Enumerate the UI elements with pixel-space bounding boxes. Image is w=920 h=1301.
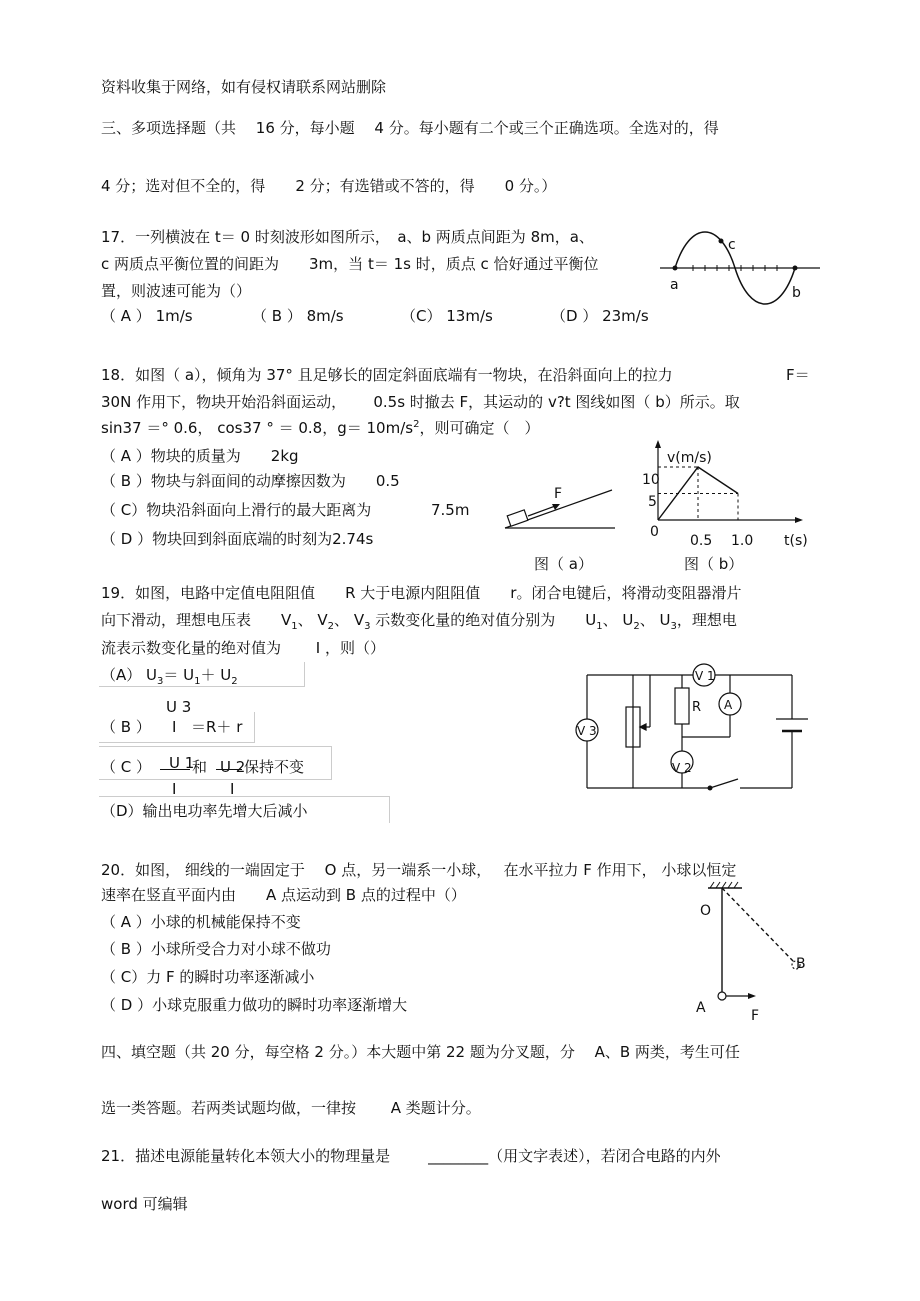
q19-option-c-bar2 <box>216 769 242 770</box>
q20-label-f: F <box>751 1008 760 1024</box>
q19-option-c-mid: 和 <box>192 758 208 776</box>
q17-label-c: c <box>728 237 736 253</box>
q20-option-b: （ B ）小球所受合力对小球不做功 <box>101 940 331 958</box>
q19-optA-sub3: 3 <box>157 676 164 687</box>
vt-tick-10: 10 <box>642 472 660 488</box>
q18-option-d: （ D ）物块回到斜面底端的时刻为2.74s <box>101 530 374 548</box>
circuit-r-label: R <box>692 700 702 715</box>
q19-option-a <box>101 668 238 687</box>
vt-tick-5: 5 <box>648 494 657 510</box>
q19-l2-sub1b: 1 <box>596 621 603 632</box>
q20-line1: 20．如图， 细线的一端固定于 O 点，另一端系一小球， 在水平拉力 F 作用下， 小球以恒定 <box>101 861 737 879</box>
q18-option-c: （ C）物块沿斜面向上滑行的最大距离为 <box>101 501 372 519</box>
vt-ylabel: v(m/s) <box>667 450 712 466</box>
q18-line3-sup: 2 <box>413 419 420 430</box>
q18-vt-chart <box>640 440 810 550</box>
q19-option-d: （D）输出电功率先增大后减小 <box>101 802 308 820</box>
q19-option-b-label: （ B ） <box>101 718 151 736</box>
q19-l2-sub2b: 2 <box>633 621 640 632</box>
q19-line2 <box>101 613 737 632</box>
q20-pendulum-figure <box>690 880 820 1025</box>
q20-label-b: B <box>796 956 806 972</box>
q17-line3: 置，则波速可能为（） <box>101 282 252 300</box>
q20-option-c: （ C）力 F 的瞬时功率逐渐减小 <box>101 968 315 986</box>
q21-text-b: （用文字表述），若闭合电路的内外 <box>488 1147 721 1165</box>
page-footer: word 可编辑 <box>101 1195 188 1213</box>
q20-line2: 速率在竖直平面内由 A 点运动到 B 点的过程中（） <box>101 886 466 904</box>
q19-option-c-label: （ C ） <box>101 758 152 776</box>
q18-line1: 18．如图（ a），倾角为 37° 且足够长的固定斜面底端有一物块，在沿斜面向上的拉力 <box>101 366 673 384</box>
q19-l2-sub2: 2 <box>327 621 335 632</box>
circuit-v1-label: V 1 <box>695 669 715 683</box>
q17-option-d: （D ） 23m/s <box>551 307 649 325</box>
section4-intro-line1: 四、填空题（共 20 分，每空格 2 分。）本大题中第 22 题为分叉题，分 A、B 两类，考生可任 <box>101 1043 740 1061</box>
q20-option-d: （ D ）小球克服重力做功的瞬时功率逐渐增大 <box>101 996 408 1014</box>
section4-intro-line2: 选一类答题。若两类试题均做，一律按 A 类题计分。 <box>101 1099 481 1117</box>
q20-label-a: A <box>696 1000 706 1016</box>
q17-option-a: （ A ） 1m/s <box>101 307 193 325</box>
circuit-v2-label: V 2 <box>672 761 692 775</box>
q19-l2-f: 、 U <box>639 611 671 629</box>
circuit-a-label: A <box>724 698 733 712</box>
circuit-v3-label: V 3 <box>577 724 597 738</box>
vt-tick-10x: 1.0 <box>731 533 754 549</box>
q18-force-label: F <box>554 486 563 502</box>
q19-l2-b: 、 V <box>297 611 328 629</box>
section3-intro-line1: 三、多项选择题（共 16 分，每小题 4 分。每小题有二个或三个正确选项。全选对的，得 <box>101 119 719 137</box>
q19-option-c-den1: I <box>172 780 177 798</box>
q19-l2-sub3: 3 <box>364 621 371 632</box>
q19-optA-b: ＝ U <box>163 666 195 684</box>
q19-optA-sub2: 2 <box>231 676 238 687</box>
q18-option-a: （ A ）物块的质量为 2kg <box>101 447 299 465</box>
q21-blank[interactable]: ________ <box>428 1147 489 1165</box>
vt-tick-05: 0.5 <box>690 533 713 549</box>
q19-option-c-bar1 <box>160 769 190 770</box>
q19-l2-a: 向下滑动，理想电压表 V <box>101 611 292 629</box>
q19-optA-sub1: 1 <box>194 676 201 687</box>
q20-option-a: （ A ）小球的机械能保持不变 <box>101 913 301 931</box>
q17-option-c: （C） 13m/s <box>401 307 493 325</box>
page-header: 资料收集于网络，如有侵权请联系网站删除 <box>101 78 387 96</box>
q19-option-c-num1: U 1 <box>169 754 195 772</box>
q19-option-b-num: U 3 <box>166 698 192 716</box>
q19-optA-a: （A） U <box>101 666 158 684</box>
q19-circuit-figure <box>570 655 810 795</box>
q19-option-c-rest: 保持不变 <box>244 758 305 776</box>
q18-line3-text: sin37 ＝° 0.6， cos37 ° ＝ 0.8，g＝ 10m/s <box>101 419 414 437</box>
q19-line1: 19．如图，电路中定值电阻阻值 R 大于电源内阻阻值 r。闭合电键后，将滑动变阻器滑片 <box>101 584 742 602</box>
q19-option-c-den2: I <box>230 780 235 798</box>
q19-l2-c: 、 V <box>334 611 365 629</box>
q18-option-b: （ B ）物块与斜面间的动摩擦因数为 0.5 <box>101 472 400 490</box>
q17-label-a: a <box>670 277 679 293</box>
q20-label-o: O <box>700 903 712 919</box>
q18-line1-right: F＝ <box>786 366 810 384</box>
q17-label-b: b <box>792 285 801 301</box>
q19-l2-e: 、 U <box>602 611 634 629</box>
q18-fig-a-caption: 图（ a） <box>534 555 593 573</box>
q21-text-a: 21．描述电源能量转化本领大小的物理量是 <box>101 1147 391 1165</box>
q18-incline-figure <box>500 480 620 535</box>
q17-line1: 17．一列横波在 t＝ 0 时刻波形如图所示， a、b 两质点间距为 8m，a、 <box>101 228 594 246</box>
q17-wave-figure <box>655 225 825 305</box>
q19-option-c-num2: U 2 <box>220 758 246 776</box>
q19-l2-sub3b: 3 <box>670 621 677 632</box>
q19-l2-g: ，理想电 <box>676 611 737 629</box>
q18-line3 <box>101 420 539 436</box>
q19-line3: 流表示数变化量的绝对值为 I ，则（） <box>101 639 385 657</box>
q17-option-b: （ B ） 8m/s <box>252 307 344 325</box>
vt-tick-0: 0 <box>650 524 659 540</box>
q19-l2-d: 示数变化量的绝对值分别为 U <box>370 611 597 629</box>
q17-line2: c 两质点平衡位置的间距为 3m，当 t＝ 1s 时，质点 c 恰好通过平衡位 <box>101 255 599 273</box>
q18-line2: 30N 作用下，物块开始沿斜面运动， 0.5s 时撤去 F，其运动的 v?t 图线如图（ b）所示。取 <box>101 393 740 411</box>
section3-intro-line2: 4 分；选对但不全的，得 2 分；有选错或不答的，得 0 分。） <box>101 177 557 195</box>
q18-fig-b-caption: 图（ b） <box>684 555 744 573</box>
q18-option-c-value: 7.5m <box>431 501 470 519</box>
vt-xlabel: t(s) <box>784 533 808 549</box>
q19-l2-sub1: 1 <box>291 621 298 632</box>
q21-line1 <box>101 1149 721 1164</box>
q19-option-b-den: I <box>172 718 177 736</box>
q19-option-b-rest: ＝R＋ r <box>191 718 243 736</box>
q18-line3-tail: ，则可确定（ ） <box>419 419 540 437</box>
q19-optA-c: ＋ U <box>200 666 232 684</box>
